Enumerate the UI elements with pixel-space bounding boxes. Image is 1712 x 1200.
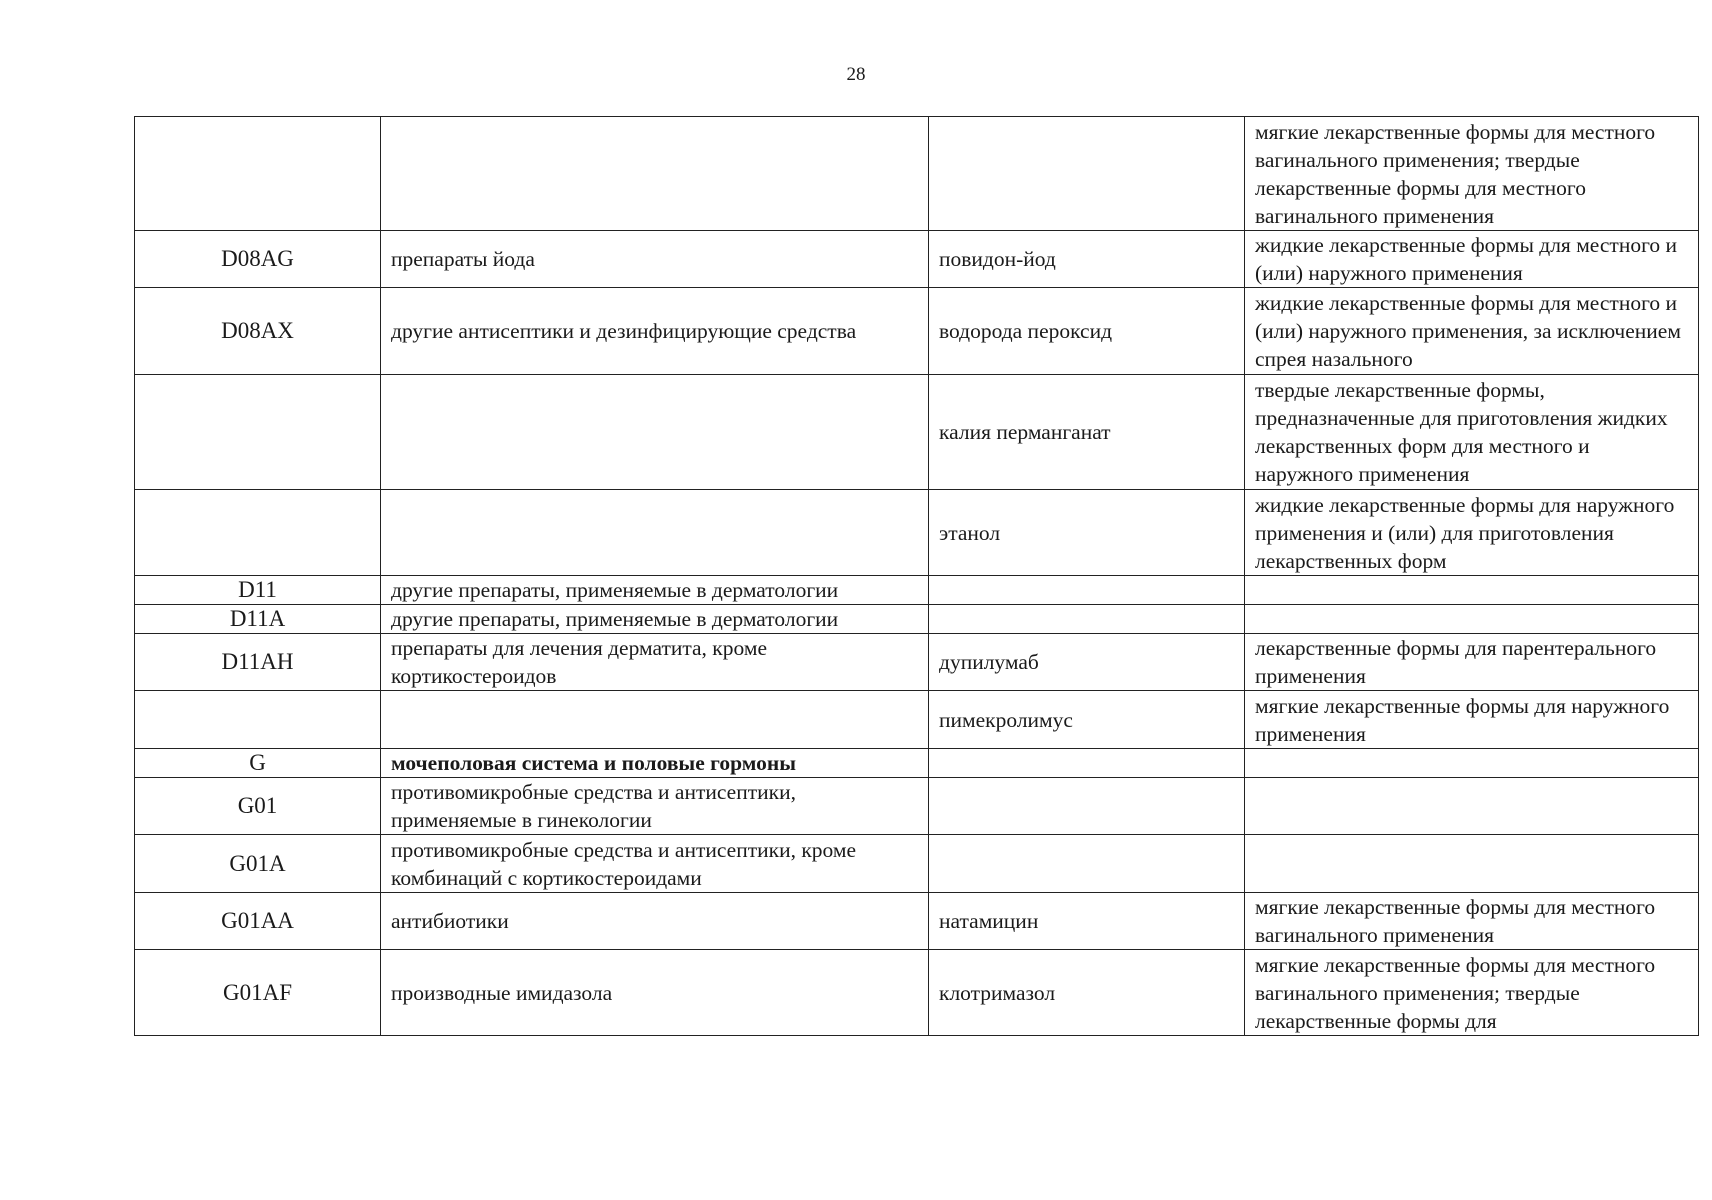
group-cell: другие препараты, применяемые в дерматологии: [381, 576, 929, 605]
atc-code-cell: G01: [135, 778, 381, 835]
substance-cell: клотримазол: [929, 950, 1245, 1036]
atc-code-cell: D11: [135, 576, 381, 605]
group-cell: [381, 490, 929, 576]
drug-table: [134, 116, 1699, 1036]
table-row: [135, 490, 1699, 576]
atc-code-cell: [135, 117, 381, 231]
substance-cell: [929, 605, 1245, 634]
group-cell: другие антисептики и дезинфицирующие средства: [381, 288, 929, 375]
dosage-form-cell: твердые лекарственные формы, предназначенные для приготовления жидких лекарственных форм для местного и наружного применения: [1245, 375, 1699, 490]
dosage-form-cell: жидкие лекарственные формы для местного и (или) наружного применения, за исключением спрея назального: [1245, 288, 1699, 375]
table-row: [135, 835, 1699, 893]
dosage-form-cell: мягкие лекарственные формы для местного вагинального применения: [1245, 893, 1699, 950]
atc-code-cell: [135, 375, 381, 490]
dosage-form-cell: [1245, 835, 1699, 893]
substance-cell: калия перманганат: [929, 375, 1245, 490]
substance-cell: [929, 749, 1245, 778]
table-row: [135, 950, 1699, 1036]
substance-cell: водорода пероксид: [929, 288, 1245, 375]
dosage-form-cell: мягкие лекарственные формы для местного вагинального применения; твердые лекарственные формы для: [1245, 950, 1699, 1036]
table-row: [135, 576, 1699, 605]
substance-cell: пимекролимус: [929, 691, 1245, 749]
group-cell: препараты йода: [381, 231, 929, 288]
substance-cell: [929, 778, 1245, 835]
page-number: 28: [846, 64, 866, 85]
table-row: [135, 634, 1699, 691]
dosage-form-cell: мягкие лекарственные формы для местного вагинального применения; твердые лекарственные формы для местного вагинального применения: [1245, 117, 1699, 231]
dosage-form-cell: мягкие лекарственные формы для наружного применения: [1245, 691, 1699, 749]
group-cell: [381, 117, 929, 231]
group-cell: препараты для лечения дерматита, кроме кортикостероидов: [381, 634, 929, 691]
group-cell: производные имидазола: [381, 950, 929, 1036]
group-cell: противомикробные средства и антисептики, применяемые в гинекологии: [381, 778, 929, 835]
group-cell: [381, 375, 929, 490]
dosage-form-cell: [1245, 749, 1699, 778]
substance-cell: дупилумаб: [929, 634, 1245, 691]
table-row: [135, 288, 1699, 375]
group-cell: мочеполовая система и половые гормоны: [381, 749, 929, 778]
atc-code-cell: D11A: [135, 605, 381, 634]
dosage-form-cell: [1245, 778, 1699, 835]
group-cell: антибиотики: [381, 893, 929, 950]
atc-code-cell: D08AX: [135, 288, 381, 375]
group-cell: противомикробные средства и антисептики, кроме комбинаций с кортикостероидами: [381, 835, 929, 893]
substance-cell: натамицин: [929, 893, 1245, 950]
table-row: [135, 749, 1699, 778]
substance-cell: [929, 576, 1245, 605]
substance-cell: этанол: [929, 490, 1245, 576]
atc-code-cell: G01A: [135, 835, 381, 893]
atc-code-cell: G: [135, 749, 381, 778]
dosage-form-cell: жидкие лекарственные формы для местного и (или) наружного применения: [1245, 231, 1699, 288]
dosage-form-cell: [1245, 605, 1699, 634]
group-cell: другие препараты, применяемые в дерматологии: [381, 605, 929, 634]
dosage-form-cell: лекарственные формы для парентерального применения: [1245, 634, 1699, 691]
atc-code-cell: D08AG: [135, 231, 381, 288]
atc-code-cell: G01AF: [135, 950, 381, 1036]
atc-code-cell: [135, 691, 381, 749]
table-row: [135, 117, 1699, 231]
atc-code-cell: [135, 490, 381, 576]
substance-cell: повидон-йод: [929, 231, 1245, 288]
dosage-form-cell: [1245, 576, 1699, 605]
atc-code-cell: D11AH: [135, 634, 381, 691]
table-row: [135, 605, 1699, 634]
group-cell: [381, 691, 929, 749]
table-row: [135, 375, 1699, 490]
atc-code-cell: G01AA: [135, 893, 381, 950]
substance-cell: [929, 835, 1245, 893]
table-row: [135, 231, 1699, 288]
dosage-form-cell: жидкие лекарственные формы для наружного применения и (или) для приготовления лекарственных форм: [1245, 490, 1699, 576]
table-row: [135, 691, 1699, 749]
table-row: [135, 778, 1699, 835]
substance-cell: [929, 117, 1245, 231]
table-row: [135, 893, 1699, 950]
